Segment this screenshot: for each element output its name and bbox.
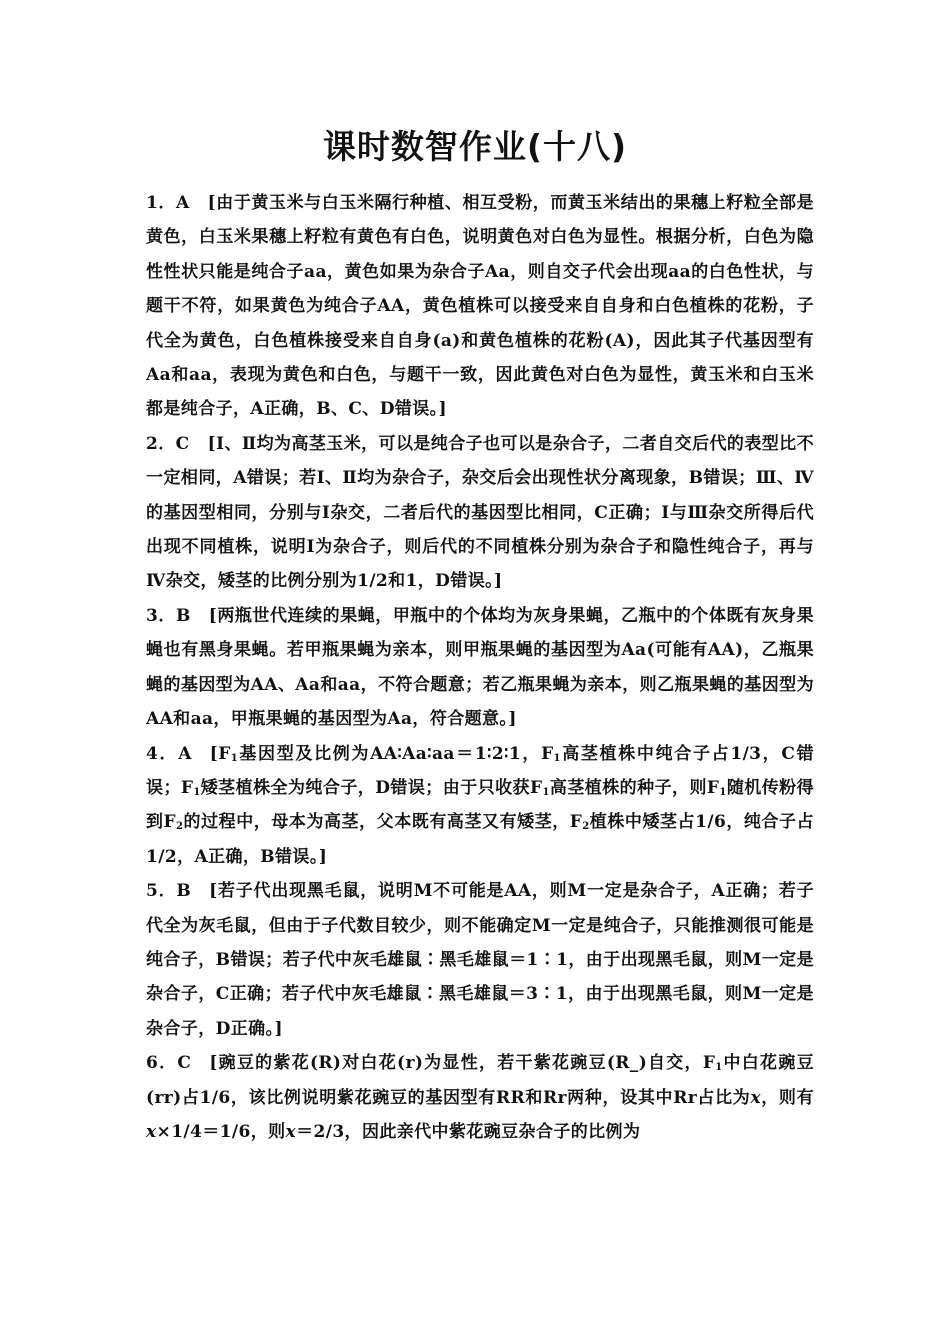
- answer-letter: C: [177, 1053, 192, 1074]
- answer-item-1: [146, 186, 814, 427]
- answer-letter: B: [176, 881, 192, 902]
- explanation-text: [豌豆的紫花(R)对白花(r)为显性，若干紫花豌豆(R_)自交，$F_1$中白花豌豆(rr)占1/6，该比例说明紫花豌豆的基因型有RR和Rr两种，设其中Rr占比为x，则有x×1/4＝1/6，则x＝2/3，因此亲代中紫花豌豆杂合子的比例为: [146, 1053, 815, 1142]
- item-number: 2．: [146, 433, 176, 454]
- page-title: 课时数智作业(十八): [322, 127, 628, 166]
- answer-letter: A: [178, 743, 192, 764]
- answer-letter: A: [176, 193, 190, 213]
- explanation-text: [若子代出现黑毛鼠，说明M不可能是AA，则M一定是杂合子，A正确；若子代全为灰毛鼠，但由于子代数目较少，则不能确定M一定是纯合子，只能推测很可能是纯合子，B错误；若子代中灰毛雄鼠∶黑毛雄鼠＝1∶1，由于出现黑毛鼠，则M一定是杂合子，C正确；若子代中灰毛雄鼠∶黑毛雄鼠＝3∶1，由于出现黑毛鼠，则M一定是杂合子，D正确。]: [146, 881, 814, 1039]
- answer-item-6: [146, 1046, 814, 1149]
- item-number: 1．: [146, 193, 177, 213]
- answer-list: [146, 186, 814, 1149]
- answer-item-4: [146, 737, 814, 875]
- answer-letter: B: [175, 605, 191, 626]
- answer-letter: C: [175, 433, 190, 454]
- explanation-text: [Ⅰ、Ⅱ均为高茎玉米，可以是纯合子也可以是杂合子，二者自交后代的表型比不一定相同，A错误；若Ⅰ、Ⅱ均为杂合子，杂交后会出现性状分离现象，B错误；Ⅲ、Ⅳ的基因型相同，分别与Ⅰ杂交，二者后代的基因型比相同，C正确；Ⅰ与Ⅲ杂交所得后代出现不同植株，说明Ⅰ为杂合子，则后代的不同植株分别为杂合子和隐性纯合子，再与Ⅳ杂交，矮茎的比例分别为1/2和1，D错误。]: [146, 433, 814, 592]
- item-number: 3．: [146, 605, 176, 626]
- explanation-text: [两瓶世代连续的果蝇，甲瓶中的个体均为灰身果蝇，乙瓶中的个体既有灰身果蝇也有黑身果蝇。若甲瓶果蝇为亲本，则甲瓶果蝇的基因型为Aa(可能有AA)，乙瓶果蝇的基因型为AA、Aa和aa，不符合题意；若乙瓶果蝇为亲本，则乙瓶果蝇的基因型为AA和aa，甲瓶果蝇的基因型为Aa，符合题意。]: [146, 605, 814, 730]
- item-number: 5．: [146, 881, 177, 902]
- answer-item-5: [146, 874, 814, 1046]
- answer-item-2: [146, 427, 814, 599]
- item-number: 6．: [146, 1053, 178, 1074]
- item-number: 4．: [146, 743, 179, 764]
- explanation-text: [由于黄玉米与白玉米隔行种植、相互受粉，而黄玉米结出的果穗上籽粒全部是黄色，白玉米果穗上籽粒有黄色有白色，说明黄色对白色为显性。根据分析，白色为隐性性状只能是纯合子aa，黄色如果为杂合子Aa，则自交子代会出现aa的白色性状，与题干不符，如果黄色为纯合子AA，黄色植株可以接受来自自身和白色植株的花粉，子代全为黄色，白色植株接受来自自身(a)和黄色植株的花粉(A)，因此其子代基因型有Aa和aa，表现为黄色和白色，与题干一致，因此黄色对白色为显性，黄玉米和白玉米都是纯合子，A正确，B、C、D错误。]: [146, 193, 814, 420]
- explanation-text: [$F_1$基因型及比例为AA∶Aa∶aa＝1∶2∶1，$F_1$高茎植株中纯合子占1/3，C错误；$F_1$矮茎植株全为纯合子，D错误；由于只收获$F_1$高茎植株的种子，则$F_1$随机传粉得到$F_2$的过程中，母本为高茎，父本既有高茎又有矮茎，$F_2$植株中矮茎占1/6，纯合子占1/2，A正确，B错误。]: [146, 743, 815, 867]
- answer-item-3: [146, 599, 814, 737]
